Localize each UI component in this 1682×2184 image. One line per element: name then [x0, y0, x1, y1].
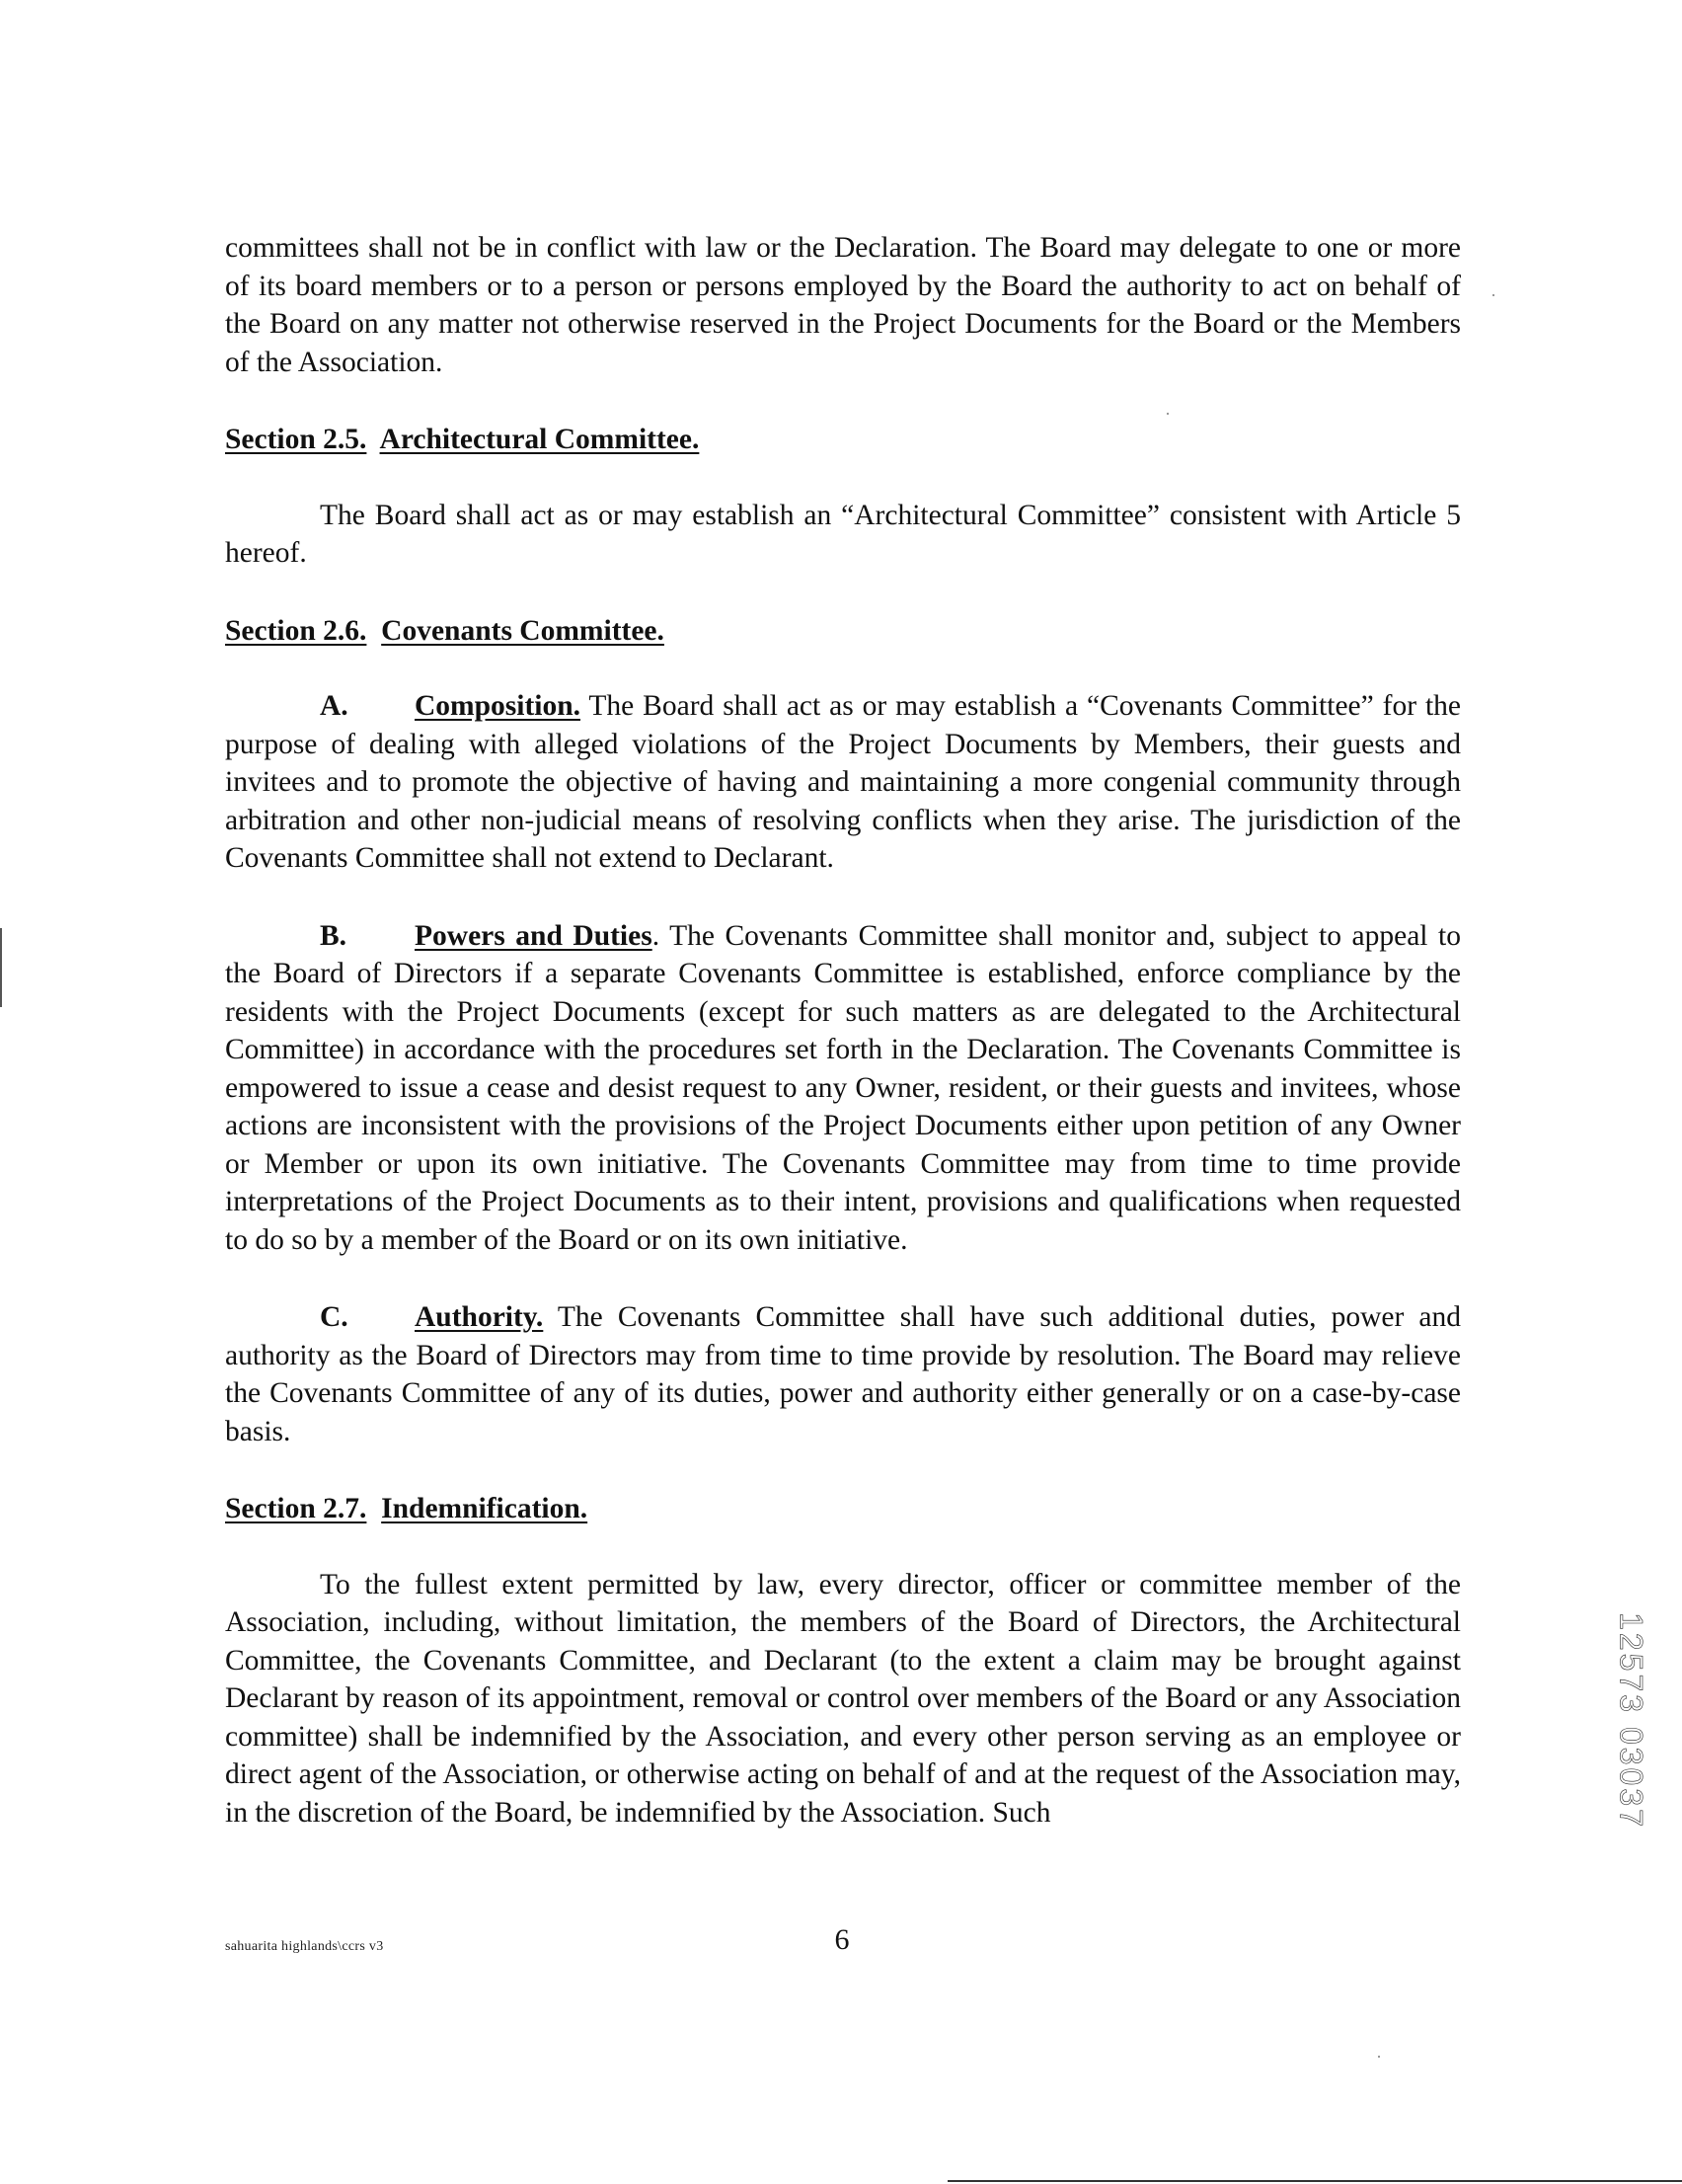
- subsection-b-body: . The Covenants Committee shall monitor and, subject to appeal to the Board of Directors if a separate Covenants Committee is established, enforce compliance by the residents with the Project Documents (except for such matters as are delegated to the Architectural Committee) in accordance with the procedures set forth in the Declaration. The Covenants Committee is empowered to issue a cease and desist request to any Owner, resident, or their guests and invitees, whose actions are inconsistent with the provisions of the Project Documents either upon petition of any Owner or Member or upon its own initiative. The Covenants Committee may from time to time provide interpretations of the Project Documents as to their intent, provisions and qualifications when requested to do so by a member of the Board or on its own initiative.: [225, 919, 1461, 1256]
- subsection-a-body: The Board shall act as or may establish a “Covenants Committee” for the purpose of dealing with alleged violations of the Project Documents by Members, their guests and invitees and to promote the objective of having and maintaining a more congenial community through arbitration and other non-judicial means of resolving conflicts when they arise. The jurisdiction of the Covenants Committee shall not extend to Declarant.: [225, 690, 1461, 874]
- subsection-b-letter: B.: [320, 919, 347, 952]
- scan-speck: [1492, 294, 1494, 296]
- subsection-c-title: Authority.: [415, 1301, 544, 1333]
- section-2-7-number: Section 2.7.: [225, 1493, 367, 1524]
- scan-bottom-edge: [948, 2180, 1682, 2182]
- subsection-a-letter: A.: [320, 690, 348, 722]
- footer-file-path: sahuarita highlands\ccrs v3: [225, 1939, 384, 1954]
- subsection-c-letter: C.: [320, 1301, 348, 1333]
- scan-speck: [1167, 413, 1169, 415]
- section-2-6-number: Section 2.6.: [225, 614, 367, 647]
- section-2-7-body: To the fullest extent permitted by law, every director, officer or committee member of the Association, including, without limitation, the members of the Board of Directors, the Architectural Committee, the Covenants Committee, and Declarant (to the extent a claim may be brought against Declarant by reason of its appointment, removal or control over members of the Board or any Association committee) shall be indemnified by the Association, and every other person serving as an employee or direct agent of the Association, or otherwise acting on behalf of and at the request of the Association may, in the discretion of the Board, be indemnified by the Association. Such: [225, 1568, 1461, 1829]
- scan-speck: [1378, 2056, 1380, 2058]
- subsection-c-body: The Covenants Committee shall have such additional duties, power and authority as the Board of Directors may from time to time provide by resolution. The Board may relieve the Covenants Committee of any of its duties, power and authority either generally or on a case-by-case basis.: [225, 1301, 1461, 1447]
- section-2-6-heading: [225, 612, 1461, 651]
- section-2-6-b-paragraph: [225, 917, 1461, 1260]
- subsection-a-title: Composition.: [415, 690, 581, 722]
- document-page: [225, 229, 1461, 1832]
- section-2-7-title: Indemnification.: [381, 1493, 588, 1524]
- section-2-5-number: Section 2.5.: [225, 424, 367, 455]
- subsection-b-title: Powers and Duties: [415, 919, 652, 952]
- intro-paragraph: committees shall not be in conflict with law or the Declaration. The Board may delegate to one or more of its board members or to a person or persons employed by the Board the authority to act on behalf of the Board on any matter not otherwise reserved in the Project Documents for the Board or the Members of the Association.: [225, 232, 1461, 378]
- recording-stamp-text: 12573 03037: [1613, 1612, 1649, 1830]
- section-2-5-body: The Board shall act as or may establish an “Architectural Committee” consistent with Article 5 hereof.: [225, 499, 1461, 569]
- recording-stamp: [1611, 1588, 1650, 1854]
- section-2-6-title: Covenants Committee.: [381, 614, 664, 647]
- scan-edge-mark: [0, 928, 2, 1007]
- page-number: 6: [834, 1923, 850, 1956]
- section-2-6-a-paragraph: [225, 687, 1461, 878]
- section-2-6-c-paragraph: [225, 1298, 1461, 1450]
- section-2-7-heading: [225, 1490, 1461, 1528]
- section-2-5-title: Architectural Committee.: [379, 424, 700, 455]
- section-2-5-heading: [225, 421, 1461, 459]
